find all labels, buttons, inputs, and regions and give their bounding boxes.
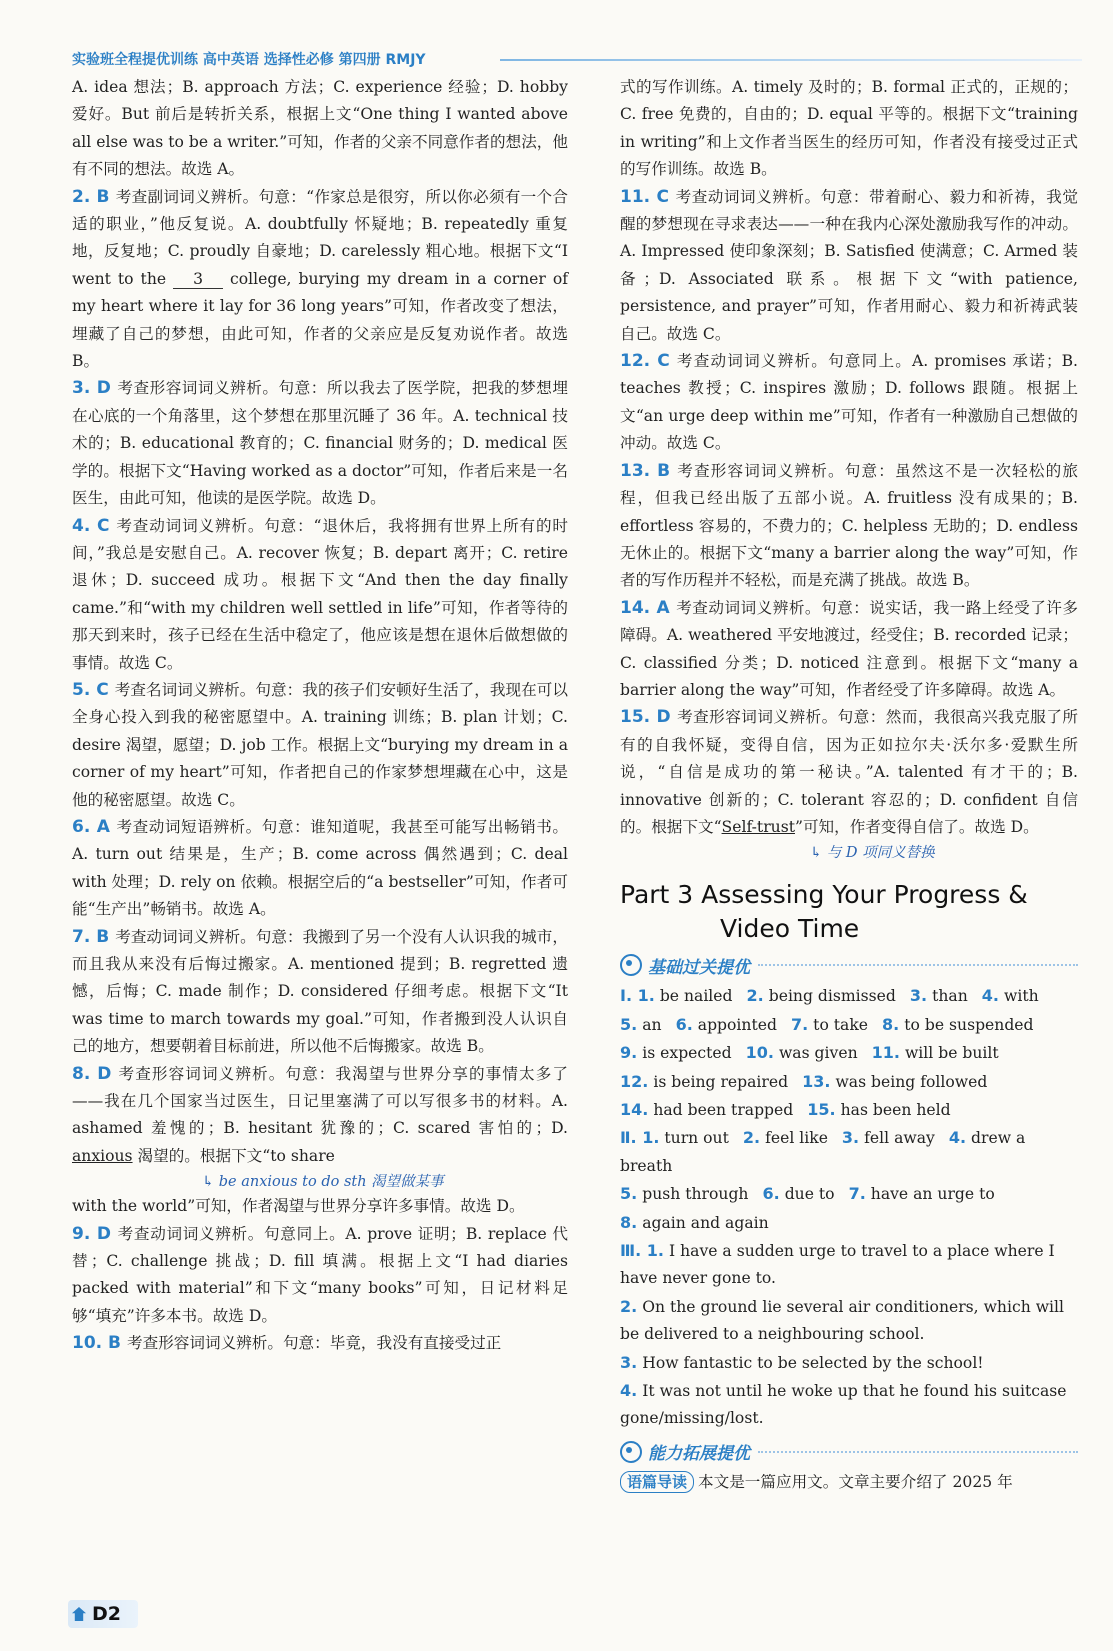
answer-sentence: 2. On the ground lie several air conditioners, which will be delivered to a neighbouring school. — [620, 1296, 1065, 1344]
answer-item: 9. D 考查动词词义辨析。句意同上。A. prove 证明；B. replace 代替；C. challenge 挑战；D. fill 填满。根据上文“I had diaries packed with material”和下文“many books”可知，日记材料足够“填充”许多本书。故选 D。 — [72, 1223, 568, 1325]
answer-item: 3. D 考查形容词词义辨析。句意：所以我去了医学院，把我的梦想埋在心底的一个角落里，这个梦想在那里沉睡了 36 年。A. technical 技术的；B. educational 教育的；C. financial 财务的；D. medical 医学的。根据下文“Having worked as a doctor”可知，作者后来是一名医生，由此可知，他读的是医学院。故选 D。 — [72, 378, 568, 508]
dotted-rule — [758, 964, 1078, 966]
answer-item: 2. B 考查副词词义辨析。句意：“作家总是很穷，所以你必须有一个合适的职业，”他反复说。A. doubtfully 怀疑地；B. repeatedly 重复地，反复地；C. proudly 自豪地；D. carelessly 粗心地。根据下文“I went to the 3 college, burying my dream in a corner of my heart where it lay for 36 long years”可知，作者改变了想法，埋藏了自己的梦想，由此可知，作者的父亲应是反复劝说作者。故选 B。 — [72, 186, 568, 371]
answer-row: 14. had been trapped 15. has been held — [620, 1100, 951, 1119]
reading-guide-tag: 语篇导读 — [620, 1471, 694, 1493]
answers-part-I — [620, 982, 1078, 1124]
answer-row: Ⅱ. 1. turn out 2. feel like 3. fell away 4. drew a breath — [620, 1128, 1026, 1175]
section-header-basic: 基础过关提优 — [620, 950, 1078, 980]
answer-sentence: 3. How fantastic to be selected by the school! — [620, 1352, 984, 1372]
answer-sentence: 4. It was not until he woke up that he found his suitcase gone/missing/lost. — [620, 1381, 1067, 1428]
answer-item-cont: with the world”可知，作者渴望与世界分享许多事情。故选 D。 — [72, 1197, 525, 1216]
answer-item: A. idea 想法；B. approach 方法；C. experience 经验；D. hobby 爱好。But 前后是转折关系，根据上文“One thing I wanted above all else was to be a writer.”可知，作者的父亲不同意作者的想法，他有不同的想法。故选 A。 — [72, 78, 568, 179]
answer-item: 7. B 考查动词词义辨析。句意：我搬到了另一个没有人认识我的城市，而且我从来没有后悔过搬家。A. mentioned 提到；B. regretted 遗憾，后悔；C. made 制作；D. considered 仔细考虑。根据下文“It was time to march towards my goal.”可知，作者搬到没人认识自己的地方，想要朝着目标前进，所以他不后悔搬家。故选 B。 — [72, 926, 568, 1056]
section-header-advanced: 能力拓展提优 — [620, 1437, 1078, 1467]
answers-part-II — [620, 1124, 1078, 1237]
dotted-rule — [758, 1451, 1078, 1453]
answers-part-III — [620, 1237, 1078, 1433]
answer-item: 12. C 考查动词词义辨析。句意同上。A. promises 承诺；B. teaches 教授；C. inspires 激励；D. follows 跟随。根据上文“an urge deep within me”可知，作者有一种激励自己想做的冲动。故选 C。 — [620, 351, 1078, 453]
reading-guide: 语篇导读 本文是一篇应用文。文章主要介绍了 2025 年 — [620, 1469, 1078, 1496]
part-title: Part 3 Assessing Your Progress & Video Time — [620, 880, 1028, 944]
left-column — [72, 74, 568, 1358]
answer-item: 5. C 考查名词词义辨析。句意：我的孩子们安顿好生活了，我现在可以全身心投入到我的秘密愿望中。A. training 训练；B. plan 计划；C. desire 渴望，愿望；D. job 工作。根据上文“burying my dream in a corner of my heart”可知，作者把自己的作家梦想埋藏在心中，这是他的秘密愿望。故选 C。 — [72, 679, 568, 809]
handwritten-note: ↳ 与 D 项同义替换 — [810, 845, 935, 862]
handwritten-note: ↳ be anxious to do sth 渴望做某事 — [202, 1174, 444, 1191]
answer-row: 5. push through 6. due to 7. have an urge to — [620, 1184, 995, 1204]
answer-item: 14. A 考查动词词义辨析。句意：说实话，我一路上经受了许多障碍。A. weathered 平安地渡过，经受住；B. recorded 记录；C. classified 分类；D. noticed 注意到。根据下文“many a barrier along the way”可知，作者经受了许多障碍。故选 A。 — [620, 597, 1078, 699]
page-header — [72, 47, 1082, 71]
answer-item: 11. C 考查动词词义辨析。句意：带着耐心、毅力和祈祷，我觉醒的梦想现在寻求表达——一种在我内心深处激励我写作的冲动。A. Impressed 使印象深刻；B. Satisfied 使满意；C. Armed 装备；D. Associated 联系。根据下文“with patience, persistence, and prayer”可知，作者用耐心、毅力和祈祷武装自己。故选 C。 — [620, 186, 1078, 343]
answer-item: 13. B 考查形容词词义辨析。句意：虽然这不是一次轻松的旅程，但我已经出版了五部小说。A. fruitless 没有成果的；B. effortless 容易的，不费力的；C. helpless 无助的；D. endless 无休止的。根据下文“many a barrier along the way”可知，作者的写作历程并不轻松，而是充满了挑战。故选 B。 — [620, 460, 1078, 590]
answer-item: 10. B 考查形容词词义辨析。句意：毕竟，我没有直接受过正 — [72, 1333, 502, 1354]
answer-sentence: Ⅲ. 1. I have a sudden urge to travel to a place where I have never gone to. — [620, 1241, 1055, 1288]
answer-item: 8. D 考查形容词词义辨析。句意：我渴望与世界分享的事情太多了——我在几个国家当过医生，日记里塞满了可以写很多书的材料。A. ashamed 羞愧的；B. hesitant 犹豫的；C. scared 害怕的；D. anxious 渴望的。根据下文“to share — [72, 1063, 568, 1165]
target-icon — [620, 954, 642, 976]
right-column — [620, 74, 1078, 1496]
answer-item: 6. A 考查动词短语辨析。句意：谁知道呢，我甚至可能写出畅销书。A. turn out 结果是，生产；B. come across 偶然遇到；C. deal with 处理；D. rely on 依赖。根据空后的“a bestseller”可知，作者可能“生产出”畅销书。故选 A。 — [72, 816, 568, 919]
answer-item: 4. C 考查动词词义辨析。句意：“退休后，我将拥有世界上所有的时间，”我总是安慰自己。A. recover 恢复；B. depart 离开；C. retire 退休；D. succeed 成功。根据下文“And then the day finally came.”和“with my children well settled in life”可知，作者等待的那天到来时，孩子已经在生活中稳定了，他应该是想在退休后做想做的事情。故选 C。 — [72, 515, 568, 672]
answer-row: 12. is being repaired 13. was being followed — [620, 1071, 988, 1091]
page-number: D2 — [92, 1603, 121, 1625]
answer-row: 8. again and again — [620, 1212, 769, 1232]
answer-row: 5. an 6. appointed 7. to take 8. to be suspended — [620, 1014, 1034, 1034]
answer-item: 15. D 考查形容词词义辨析。句意：然而，我很高兴我克服了所有的自我怀疑，变得自信，因为正如拉尔夫·沃尔多·爱默生所说，“自信是成功的第一秘诀。”A. talented 有才干的；B. innovative 创新的；C. tolerant 容忍的；D. confident 自信的。根据下文“Self-trust”可知，作者变得自信了。故选 D。 — [620, 707, 1078, 836]
answer-item: 式的写作训练。A. timely 及时的；B. formal 正式的，正规的；C. free 免费的，自由的；D. equal 平等的。根据下文“training in writing”和上文作者当医生的经历可知，作者没有接受过正式的写作训练。故选 B。 — [620, 78, 1078, 179]
target-icon — [620, 1441, 642, 1463]
header-rule — [500, 59, 1082, 61]
answer-row: Ⅰ. 1. be nailed 2. being dismissed 3. than 4. with — [620, 986, 1039, 1006]
answer-row: 9. is expected 10. was given 11. will be built — [620, 1043, 999, 1063]
book-title: 实验班全程提优训练 高中英语 选择性必修 第四册 RMJY — [72, 52, 426, 68]
